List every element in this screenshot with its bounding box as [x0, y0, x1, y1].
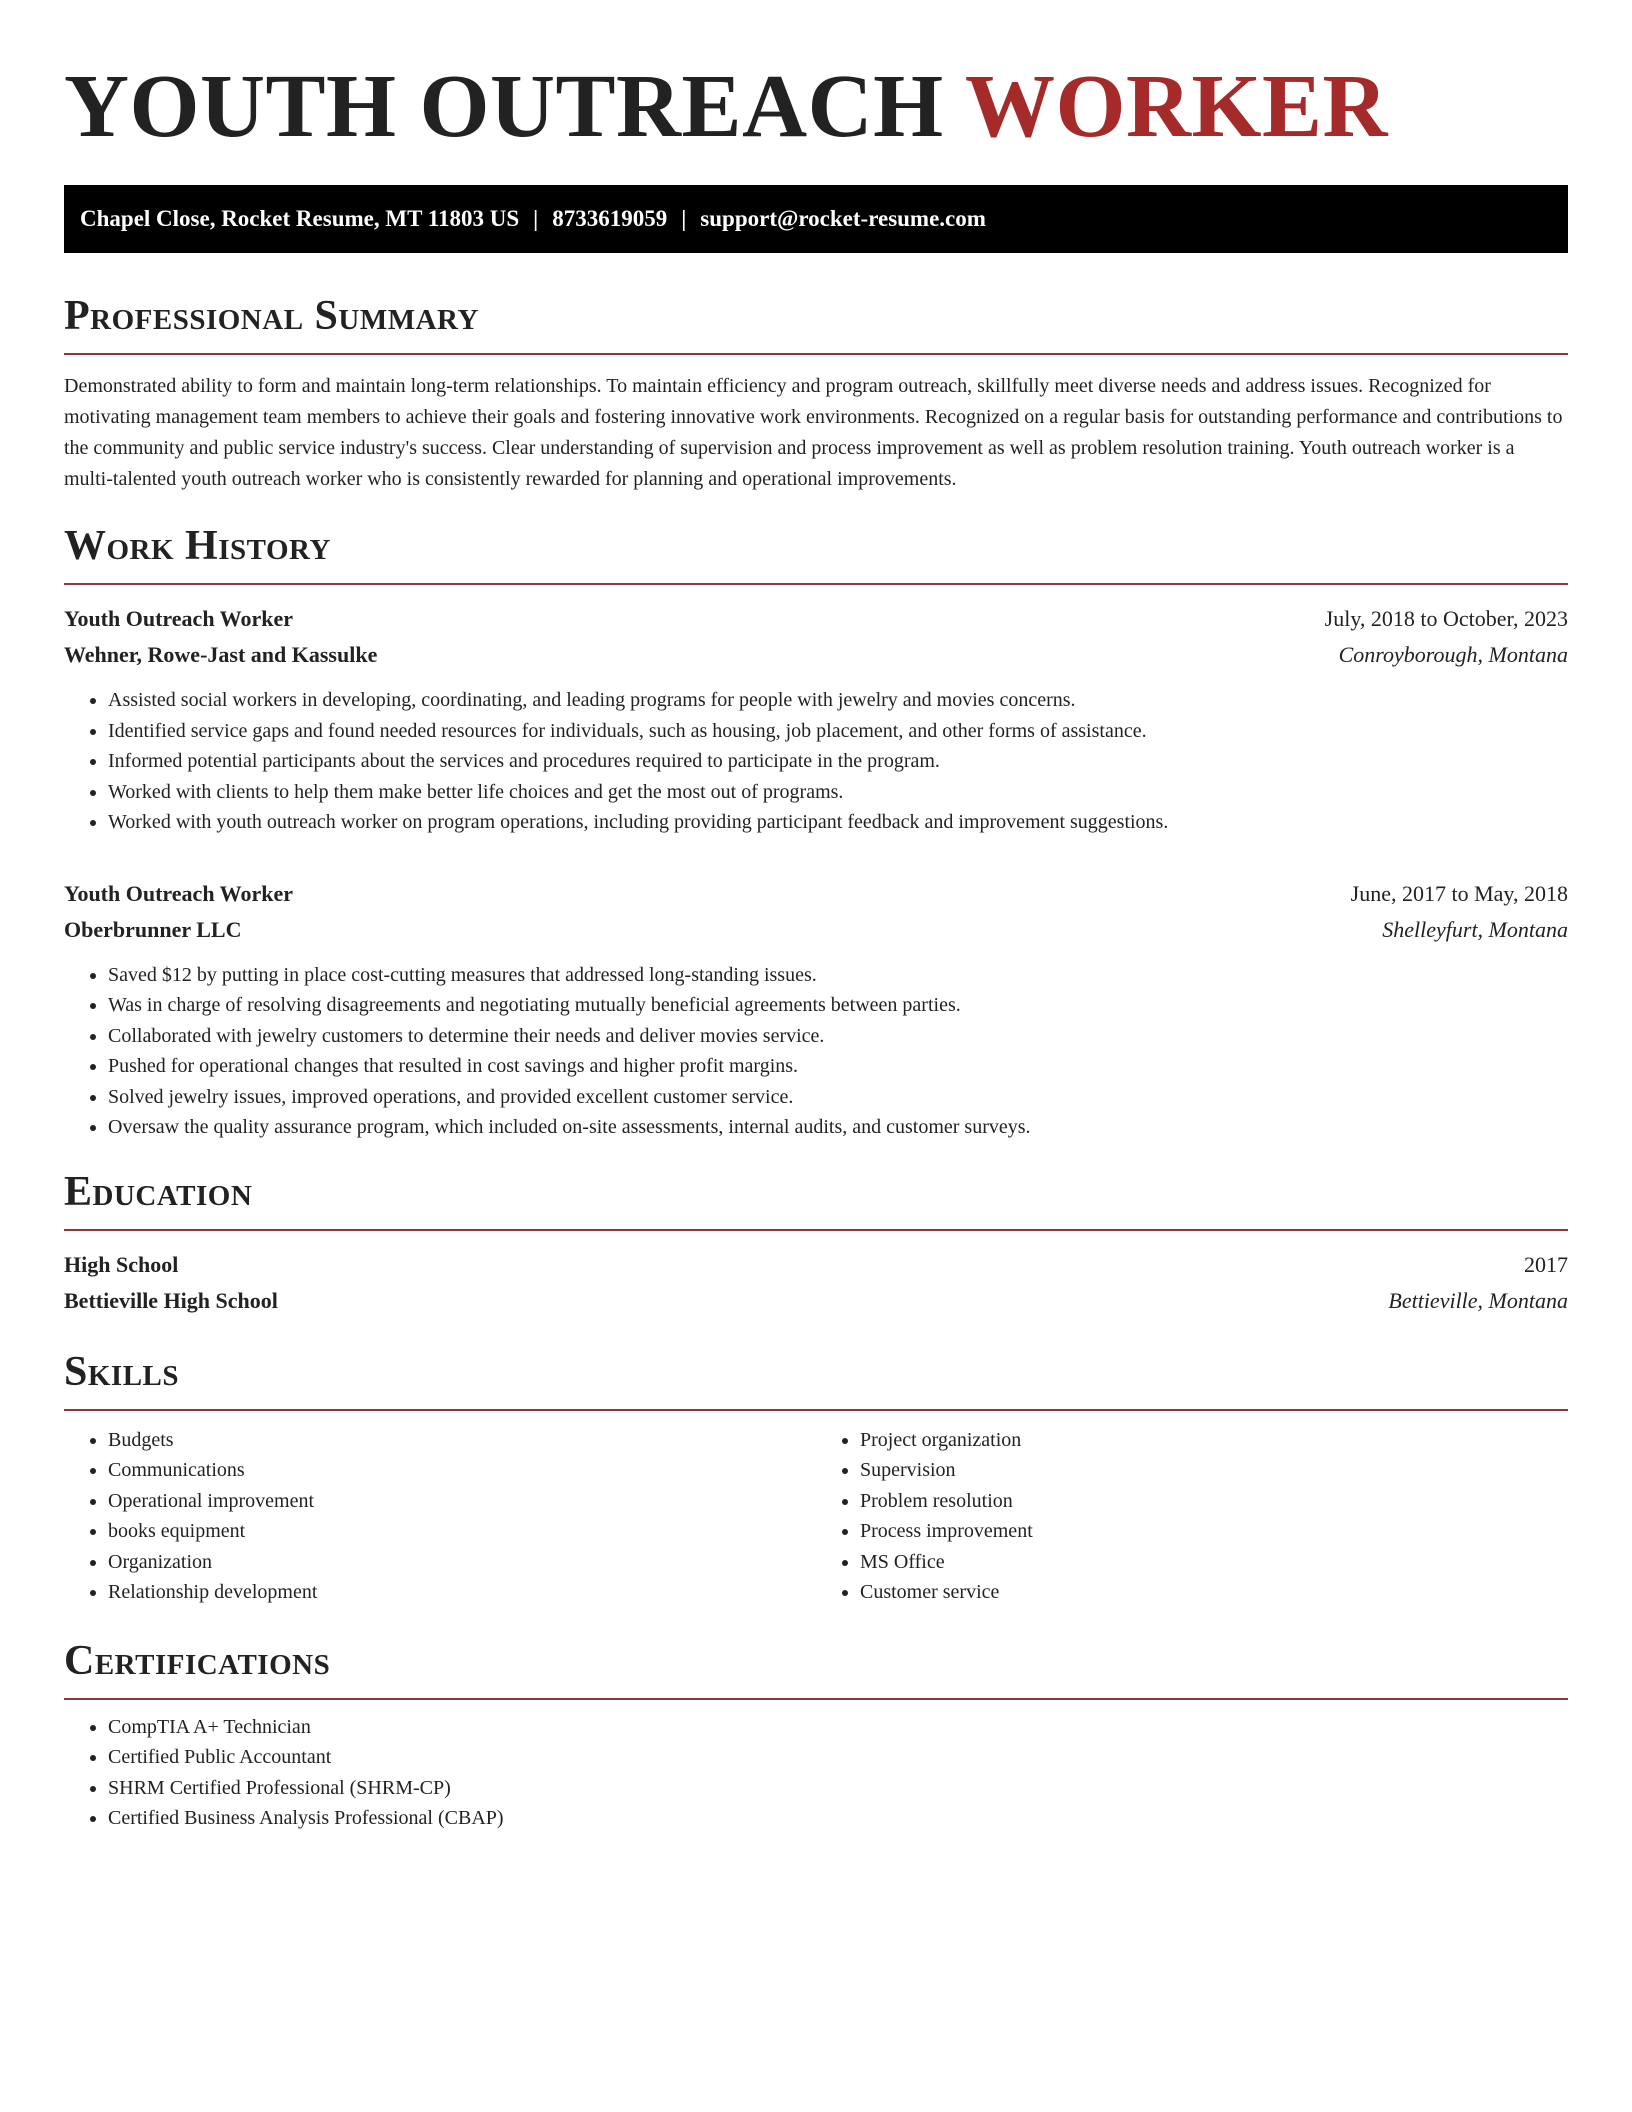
certifications-section	[64, 1637, 1568, 1834]
contact-phone: 8733619059	[552, 206, 668, 231]
resume-name	[64, 57, 1568, 156]
job-location: Shelleyfurt, Montana	[1382, 916, 1568, 942]
list-item: • Was in charge of resolving disagreements and negotiating mutually beneficial agreements between parties.	[108, 990, 1568, 1021]
job-location: Conroyborough, Montana	[1338, 642, 1568, 667]
contact-separator: |	[681, 206, 687, 231]
list-item: • Saved $12 by putting in place cost-cutting measures that addressed long-standing issues.	[108, 960, 1568, 991]
contact-email: support@rocket-resume.com	[700, 206, 986, 231]
education-school: Bettieville High School	[64, 1287, 278, 1313]
list-item: • Collaborated with jewelry customers to determine their needs and deliver movies service.	[108, 1021, 1568, 1052]
list-item: • MS Office	[860, 1547, 1568, 1578]
job-bullets	[64, 960, 1568, 1143]
job-role: Youth Outreach Worker	[64, 606, 293, 631]
job-dates: June, 2017 to May, 2018	[1350, 880, 1568, 906]
list-item: • Oversaw the quality assurance program, which included on-site assessments, internal audits, and customer surveys.	[108, 1112, 1568, 1143]
summary-section	[64, 295, 1568, 495]
summary-text: Demonstrated ability to form and maintain long-term relationships. To maintain efficiency and program outreach, skillfully meet diverse needs and address issues. Recognized for motivating management team members to achieve their goals and fostering innovative work environments. Recognized on a regular basis for outstanding performance and contributions to the community and public service industry's success. Clear understanding of supervision and process improvement as well as problem resolution training. Youth outreach worker is a multi-talented youth outreach worker who is consistently rewarded for planning and operational improvements.	[64, 375, 1563, 490]
name-first: YOUTH OUTREACH	[64, 57, 944, 156]
job-company: Wehner, Rowe-Jast and Kassulke	[64, 642, 378, 667]
section-title-education: Education	[64, 1171, 1568, 1231]
work-history-section	[64, 525, 1568, 1143]
list-item: • Solved jewelry issues, improved operations, and provided excellent customer service.	[108, 1082, 1568, 1113]
list-item: • Relationship development	[108, 1577, 816, 1608]
list-item: • Worked with clients to help them make better life choices and get the most out of programs.	[108, 777, 1568, 808]
education-entry	[64, 1247, 1568, 1319]
education-location: Bettieville, Montana	[1388, 1287, 1568, 1313]
list-item: • Problem resolution	[860, 1486, 1568, 1517]
job-role: Youth Outreach Worker	[64, 880, 293, 906]
list-item: • Supervision	[860, 1455, 1568, 1486]
section-title-work-history: Work History	[64, 525, 1568, 585]
job-bullets	[64, 685, 1568, 838]
contact-bar	[64, 185, 1568, 253]
name-last: WORKER	[964, 57, 1388, 156]
education-section	[64, 1168, 1568, 1319]
contact-separator: |	[533, 206, 539, 231]
job-entry	[64, 876, 1568, 1143]
list-item: • books equipment	[108, 1516, 816, 1547]
job-company: Oberbrunner LLC	[64, 916, 242, 942]
list-item: • Assisted social workers in developing, coordinating, and leading programs for people with jewelry and movies concerns.	[108, 685, 1568, 716]
skills-section	[64, 1348, 1568, 1608]
list-item: • SHRM Certified Professional (SHRM-CP)	[108, 1773, 1568, 1804]
skills-left-column	[64, 1425, 816, 1608]
job-entry	[64, 601, 1568, 838]
education-degree: High School	[64, 1251, 179, 1277]
list-item: • Project organization	[860, 1425, 1568, 1456]
skills-columns	[64, 1425, 1568, 1608]
skills-right-column	[816, 1425, 1568, 1608]
list-item: • Budgets	[108, 1425, 816, 1456]
section-title-skills: Skills	[64, 1351, 1568, 1411]
list-item: • CompTIA A+ Technician	[108, 1712, 1568, 1743]
list-item: • Process improvement	[860, 1516, 1568, 1547]
list-item: • Worked with youth outreach worker on program operations, including providing participant feedback and improvement suggestions.	[108, 807, 1568, 838]
list-item: • Organization	[108, 1547, 816, 1578]
list-item: • Identified service gaps and found needed resources for individuals, such as housing, job placement, and other forms of assistance.	[108, 716, 1568, 747]
list-item: • Informed potential participants about the services and procedures required to participate in the program.	[108, 746, 1568, 777]
education-year: 2017	[1524, 1251, 1568, 1277]
contact-address: Chapel Close, Rocket Resume, MT 11803 US	[80, 206, 520, 231]
section-title-certifications: Certifications	[64, 1640, 1568, 1700]
list-item: • Certified Public Accountant	[108, 1742, 1568, 1773]
job-dates: July, 2018 to October, 2023	[1324, 606, 1568, 631]
section-title-summary: Professional Summary	[64, 295, 1568, 355]
list-item: • Customer service	[860, 1577, 1568, 1608]
certifications-list	[64, 1712, 1568, 1834]
list-item: • Operational improvement	[108, 1486, 816, 1517]
list-item: • Communications	[108, 1455, 816, 1486]
list-item: • Certified Business Analysis Professional (CBAP)	[108, 1803, 1568, 1834]
list-item: • Pushed for operational changes that resulted in cost savings and higher profit margins.	[108, 1051, 1568, 1082]
